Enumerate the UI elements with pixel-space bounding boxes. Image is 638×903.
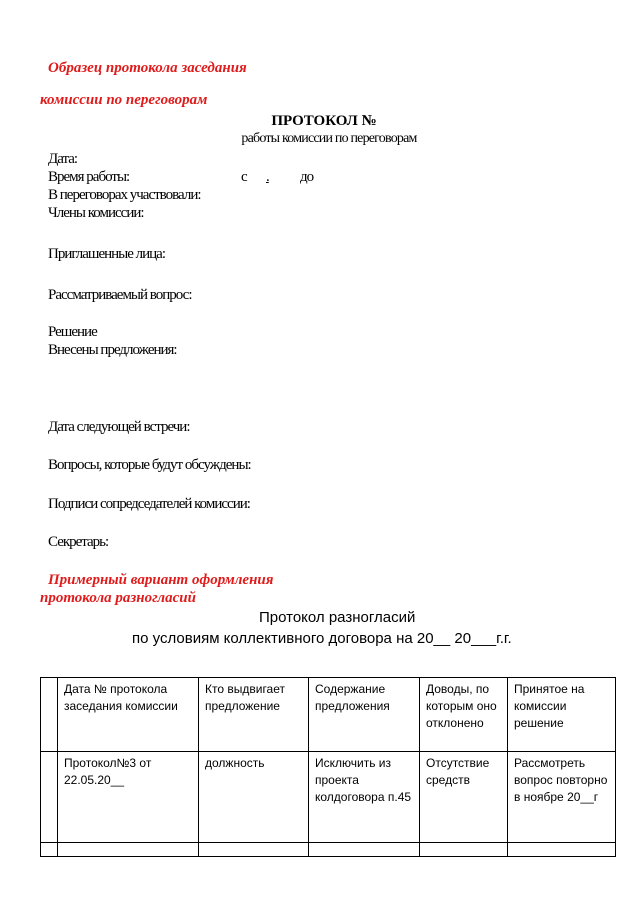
table-cell [508,843,616,857]
table-cell [420,843,508,857]
table-cell [309,843,420,857]
table-header-cell: Кто выдвигает предложение [199,678,309,752]
variant-title-line1: Примерный вариант оформления [48,572,274,588]
proposals-label: Внесены предложения: [48,342,177,358]
date-label: Дата: [48,151,78,167]
time-to: до [300,169,314,185]
table-cell: Исключить из проекта колдоговора п.45 [309,752,420,843]
table-cell [41,843,58,857]
table-header-cell: Дата № протокола заседания комиссии [58,678,199,752]
participants-label: В переговорах участвовали: [48,187,201,203]
signatures-label: Подписи сопредседателей комиссии: [48,496,250,512]
time-from: с [241,169,247,185]
decision-label: Решение [48,324,97,340]
table-cell [199,843,309,857]
disagreement-table [40,677,616,857]
table-cell: должность [199,752,309,843]
question-label: Рассматриваемый вопрос: [48,287,192,303]
table-header-cell: Содержание предложения [309,678,420,752]
invited-label: Приглашенные лица: [48,246,166,262]
secretaries-label: Секретарь: [48,534,109,550]
table-header-cell: Принятое на комиссии решение [508,678,616,752]
disagreement-subtitle: по условиям коллективного договора на 20__ 20___г.г. [132,630,512,647]
sample-title-line1: Образец протокола заседания [48,60,247,76]
table-row [41,752,616,843]
sample-title-line2: комиссии по переговорам [40,92,208,108]
table-cell: Рассмотреть вопрос повторно в ноябре 20__г [508,752,616,843]
table-cell [58,843,199,857]
disagreement-title: Протокол разногласий [259,609,416,626]
table-row-empty [41,843,616,857]
variant-title-line2: протокола разногласий [40,590,196,606]
protocol-title: ПРОТОКОЛ № [271,113,377,129]
time-separator: . [266,169,269,185]
table-header-row [41,678,616,752]
table-cell: Отсутствие средств [420,752,508,843]
table-cell [41,752,58,843]
next-meeting-label: Дата следующей встречи: [48,419,190,435]
next-questions-label: Вопросы, которые будут обсуждены: [48,457,251,473]
members-label: Члены комиссии: [48,205,144,221]
table-header-cell: Доводы, по которым оно отклонено [420,678,508,752]
table-cell: Протокол№3 от 22.05.20__ [58,752,199,843]
time-label: Время работы: [48,169,130,185]
table-cell [41,678,58,752]
protocol-subtitle: работы комиссии по переговорам [241,131,417,146]
